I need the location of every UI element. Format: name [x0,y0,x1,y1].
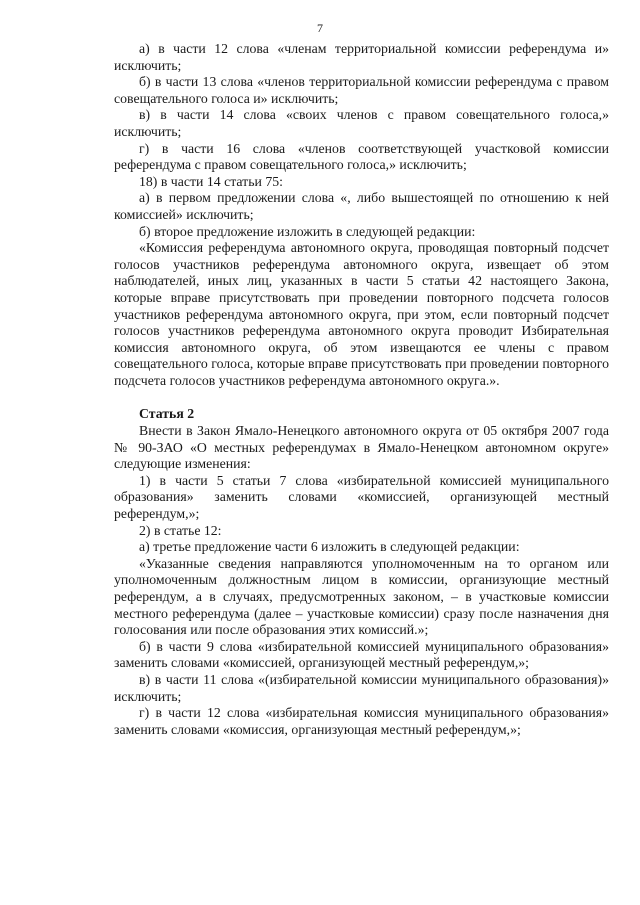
paragraph: 2) в статье 12: [139,522,222,538]
document-body [114,41,609,738]
paragraph: б) в части 13 слова «членов территориальной комиссии референдума с правом совещательного голоса и» исключить; [114,74,609,106]
paragraph: Внести в Закон Ямало-Ненецкого автономного округа от 05 октября 2007 года № 90-ЗАО «О местных референдумах в Ямало-Ненецком автономном округе» следующие изменения: [114,423,609,472]
paragraph: а) третье предложение части 6 изложить в следующей редакции: [139,539,520,555]
paragraph: 18) в части 14 статьи 75: [139,173,283,189]
page-number: 7 [317,21,323,35]
paragraph: г) в части 12 слова «избирательная комиссия муниципального образования» заменить словами «комиссия, организующая местный референдум,»; [114,705,609,737]
article-heading: Статья 2 [139,406,195,422]
paragraph: а) в части 12 слова «членам территориальной комиссии референдума и» исключить; [114,41,609,73]
paragraph: б) в части 9 слова «избирательной комиссией муниципального образования» заменить словами «комиссией, организующей местный референдум,»; [114,638,609,671]
paragraph: 1) в части 5 статьи 7 слова «избирательной комиссией муниципального образования» заменить словами «комиссией, организующей местный референдум,»; [114,472,609,522]
paragraph: а) в первом предложении слова «, либо вышестоящей по отношению к ней комиссией» исключить; [114,190,609,222]
paragraph: «Указанные сведения направляются уполномоченным на то органом или уполномоченным должностным лицом в комиссии, организующие местный референдум, а в случаях, предусмотренных законом, – в участковые комиссии местного референдума (далее – участковые комиссии) сразу после назначения дня голосования или после образования этих комиссий.»; [114,555,609,638]
paragraph: «Комиссия референдума автономного округа, проводящая повторный подсчет голосов участников референдума автономного округа, извещает об этом наблюдателей, иных лиц, указанных в части 5 статьи 42 настоящего Закона, которые вправе присутствовать при проведении повторного подсчета голосов участников референдума автономного округа, при этом, если повторный подсчет голосов участников референдума автономного округа проводит Избирательная комиссия автономного округа, об этом извещаются ее члены с правом совещательного голоса, которые вправе присутствовать при проведении повторного подсчета голосов участников референдума автономного округа.». [114,240,609,388]
paragraph: в) в части 14 слова «своих членов с правом совещательного голоса,» исключить; [114,107,609,139]
paragraph: в) в части 11 слова «(избирательной комиссии муниципального образования)» исключить; [114,671,609,704]
paragraph: б) второе предложение изложить в следующей редакции: [139,223,476,239]
paragraph: г) в части 16 слова «членов соответствующей участковой комиссии референдума с правом совещательного голоса,» исключить; [114,140,609,173]
